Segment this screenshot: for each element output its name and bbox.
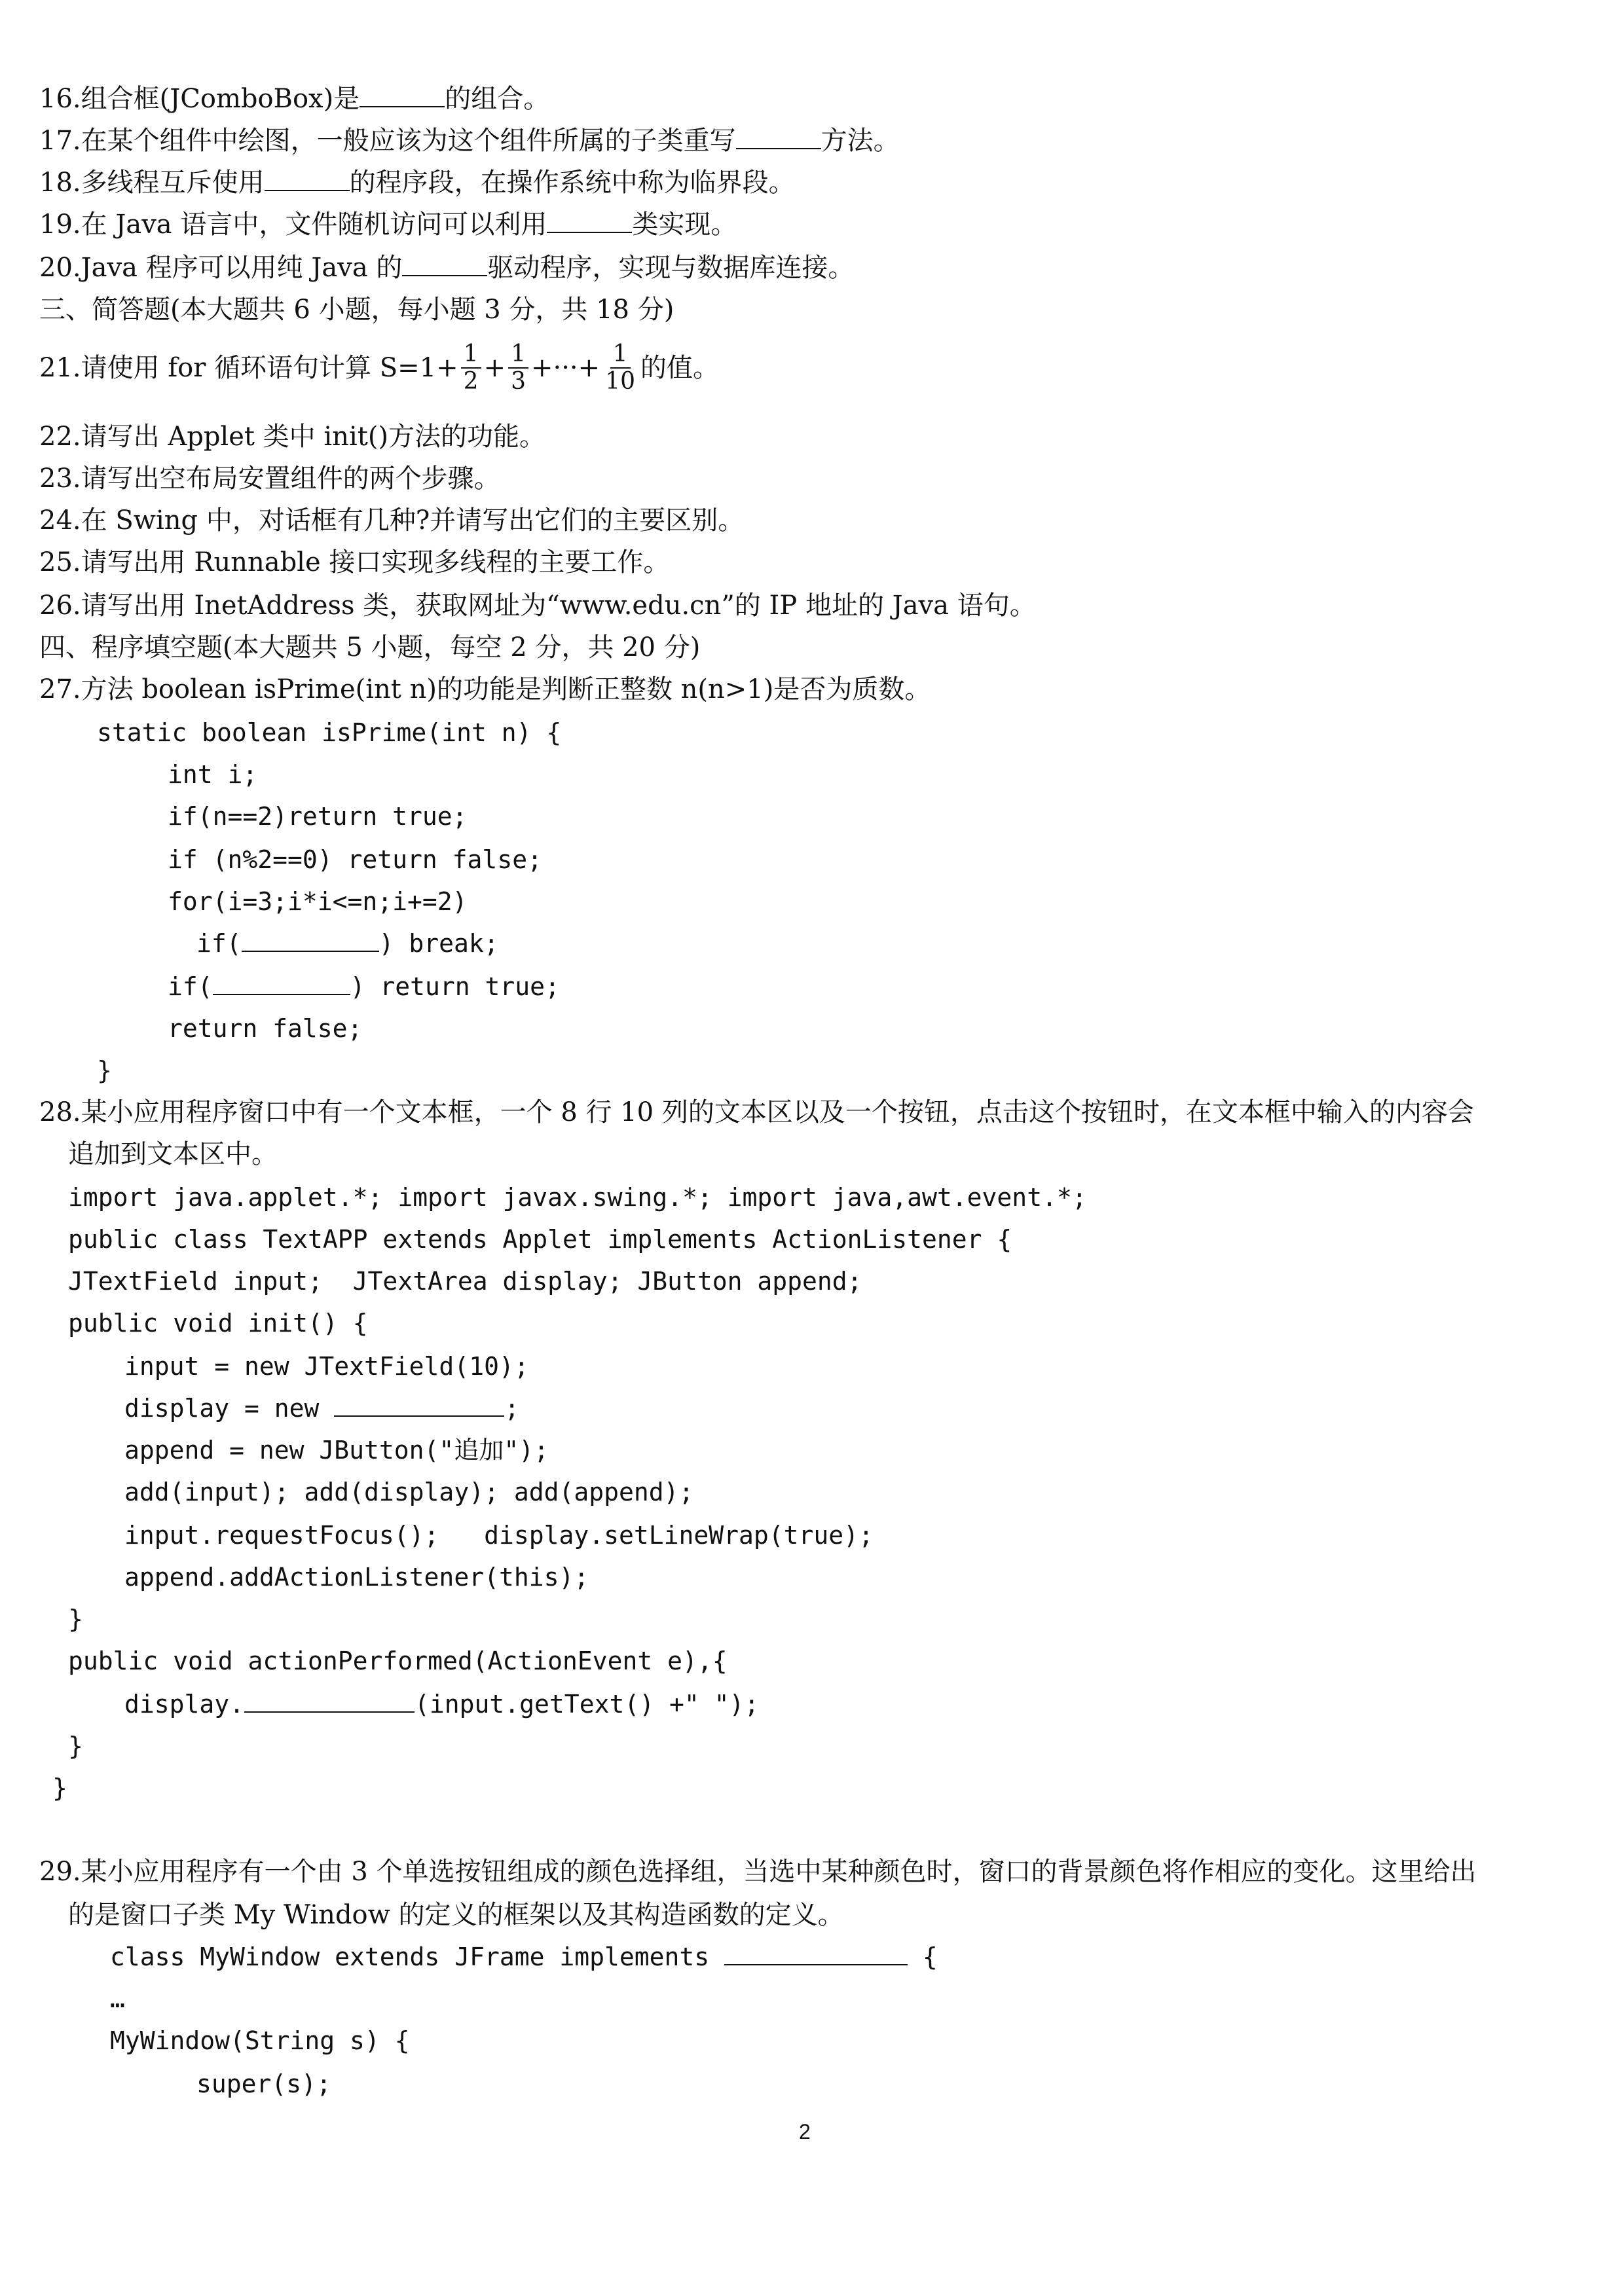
question-text: 20.Java 程序可以用纯 Java 的: [39, 253, 403, 283]
question-28-title: 28.某小应用程序窗口中有一个文本框，一个 8 行 10 列的文本区以及一个按钮，点击这个按钮时，在文本框中输入的内容会: [39, 1097, 1474, 1127]
operator: +···+: [530, 353, 600, 383]
answer-blank: [547, 206, 632, 233]
code-line: }: [97, 1056, 112, 1085]
code-text: if(: [168, 972, 213, 1001]
code-line: input.requestFocus(); display.setLineWrap(true);: [124, 1521, 874, 1550]
code-text: ) return true;: [350, 972, 560, 1001]
code-line: if(n==2)return true;: [168, 802, 468, 831]
question-29-title: 的是窗口子类 My Window 的定义的框架以及其构造函数的定义。: [68, 1900, 844, 1930]
code-line: public void init() {: [68, 1309, 368, 1338]
numerator: 1: [508, 341, 528, 369]
denominator: 10: [605, 368, 635, 395]
question-25: 25.请写出用 Runnable 接口实现多线程的主要工作。: [39, 547, 670, 577]
code-line: }: [68, 1732, 83, 1760]
code-line: [110, 1938, 938, 1976]
code-text: if(: [196, 929, 242, 958]
code-line: return false;: [168, 1014, 363, 1043]
code-line: int i;: [168, 760, 258, 789]
code-line: import java.applet.*; import javax.swing.*; import java,awt.event.*;: [68, 1183, 1087, 1212]
code-line: MyWindow(String s) {: [110, 2026, 410, 2055]
code-text: ;: [504, 1394, 520, 1423]
code-line: public class TextAPP extends Applet implements ActionListener {: [68, 1225, 1012, 1254]
question-16: [39, 80, 549, 118]
code-line: if (n%2==0) return false;: [168, 845, 542, 874]
code-text: class MyWindow extends JFrame implements: [110, 1942, 724, 1971]
code-line: for(i=3;i*i<=n;i+=2): [168, 887, 468, 916]
question-22: 22.请写出 Applet 类中 init()方法的功能。: [39, 422, 546, 452]
denominator: 3: [511, 368, 526, 395]
question-28-title: 追加到文本区中。: [68, 1139, 278, 1169]
denominator: 2: [463, 368, 479, 395]
code-line: }: [68, 1605, 83, 1633]
question-text: 16.组合框(JComboBox)是: [39, 84, 360, 114]
answer-blank: [213, 968, 350, 995]
fraction: [461, 341, 481, 395]
question-text: 19.在 Java 语言中，文件随机访问可以利用: [39, 210, 547, 240]
question-text: 21.请使用 for 循环语句计算 S=1+: [39, 353, 458, 383]
question-text: 的组合。: [445, 84, 550, 114]
code-line: …: [110, 1984, 125, 2013]
question-27-title: 27.方法 boolean isPrime(int n)的功能是判断正整数 n(n>1)是否为质数。: [39, 674, 931, 704]
code-line: [168, 968, 560, 1006]
question-text: 18.多线程互斥使用: [39, 168, 265, 198]
fraction: [508, 341, 528, 395]
section-heading: 四、程序填空题(本大题共 5 小题，每空 2 分，共 20 分): [39, 632, 701, 663]
answer-blank: [724, 1938, 908, 1965]
code-line: [196, 924, 499, 962]
code-text: (input.getText() +" ");: [415, 1690, 760, 1719]
fraction: [602, 341, 638, 395]
code-line: append = new JButton("追加");: [124, 1436, 549, 1465]
code-line: [124, 1685, 759, 1723]
answer-blank: [244, 1685, 415, 1713]
question-26: 26.请写出用 InetAddress 类，获取网址为“www.edu.cn”的 IP 地址的 Java 语句。: [39, 591, 1036, 621]
answer-blank: [360, 80, 445, 107]
code-line: super(s);: [196, 2069, 331, 2098]
answer-blank: [334, 1389, 504, 1417]
code-text: display = new: [124, 1394, 335, 1423]
question-text: 的值。: [640, 353, 719, 383]
question-19: [39, 206, 737, 244]
answer-blank: [242, 924, 379, 952]
question-text: 驱动程序，实现与数据库连接。: [487, 253, 855, 283]
answer-blank: [265, 164, 350, 191]
question-29-title: 29.某小应用程序有一个由 3 个单选按钮组成的颜色选择组，当选中某种颜色时，窗口的背景颜色将作相应的变化。这里给出: [39, 1857, 1477, 1887]
question-text: 方法。: [821, 126, 900, 156]
code-line: public void actionPerformed(ActionEvent e),{: [68, 1647, 728, 1675]
question-24: 24.在 Swing 中，对话框有几种?并请写出它们的主要区别。: [39, 505, 745, 536]
code-line: [124, 1389, 519, 1427]
code-text: ) break;: [378, 929, 499, 958]
code-text: {: [908, 1942, 938, 1971]
answer-blank: [736, 122, 821, 149]
answer-blank: [402, 249, 487, 276]
page-number: 2: [799, 2120, 811, 2143]
question-text: 的程序段，在操作系统中称为临界段。: [349, 168, 795, 198]
question-17: [39, 122, 900, 160]
code-line: }: [52, 1774, 67, 1802]
code-line: static boolean isPrime(int n) {: [97, 718, 562, 747]
operator: +: [483, 353, 506, 383]
question-text: 17.在某个组件中绘图，一般应该为这个组件所属的子类重写: [39, 126, 736, 156]
code-line: append.addActionListener(this);: [124, 1563, 589, 1592]
code-line: add(input); add(display); add(append);: [124, 1478, 694, 1506]
question-21: [39, 335, 719, 401]
numerator: 1: [610, 341, 631, 369]
question-23: 23.请写出空布局安置组件的两个步骤。: [39, 464, 500, 494]
question-20: [39, 249, 854, 287]
code-text: display.: [124, 1690, 245, 1719]
question-text: 类实现。: [632, 210, 737, 240]
section-heading: 三、简答题(本大题共 6 小题，每小题 3 分，共 18 分): [39, 295, 674, 325]
question-18: [39, 164, 795, 202]
code-line: input = new JTextField(10);: [124, 1352, 529, 1381]
numerator: 1: [461, 341, 481, 369]
code-line: JTextField input; JTextArea display; JButton append;: [68, 1267, 862, 1296]
